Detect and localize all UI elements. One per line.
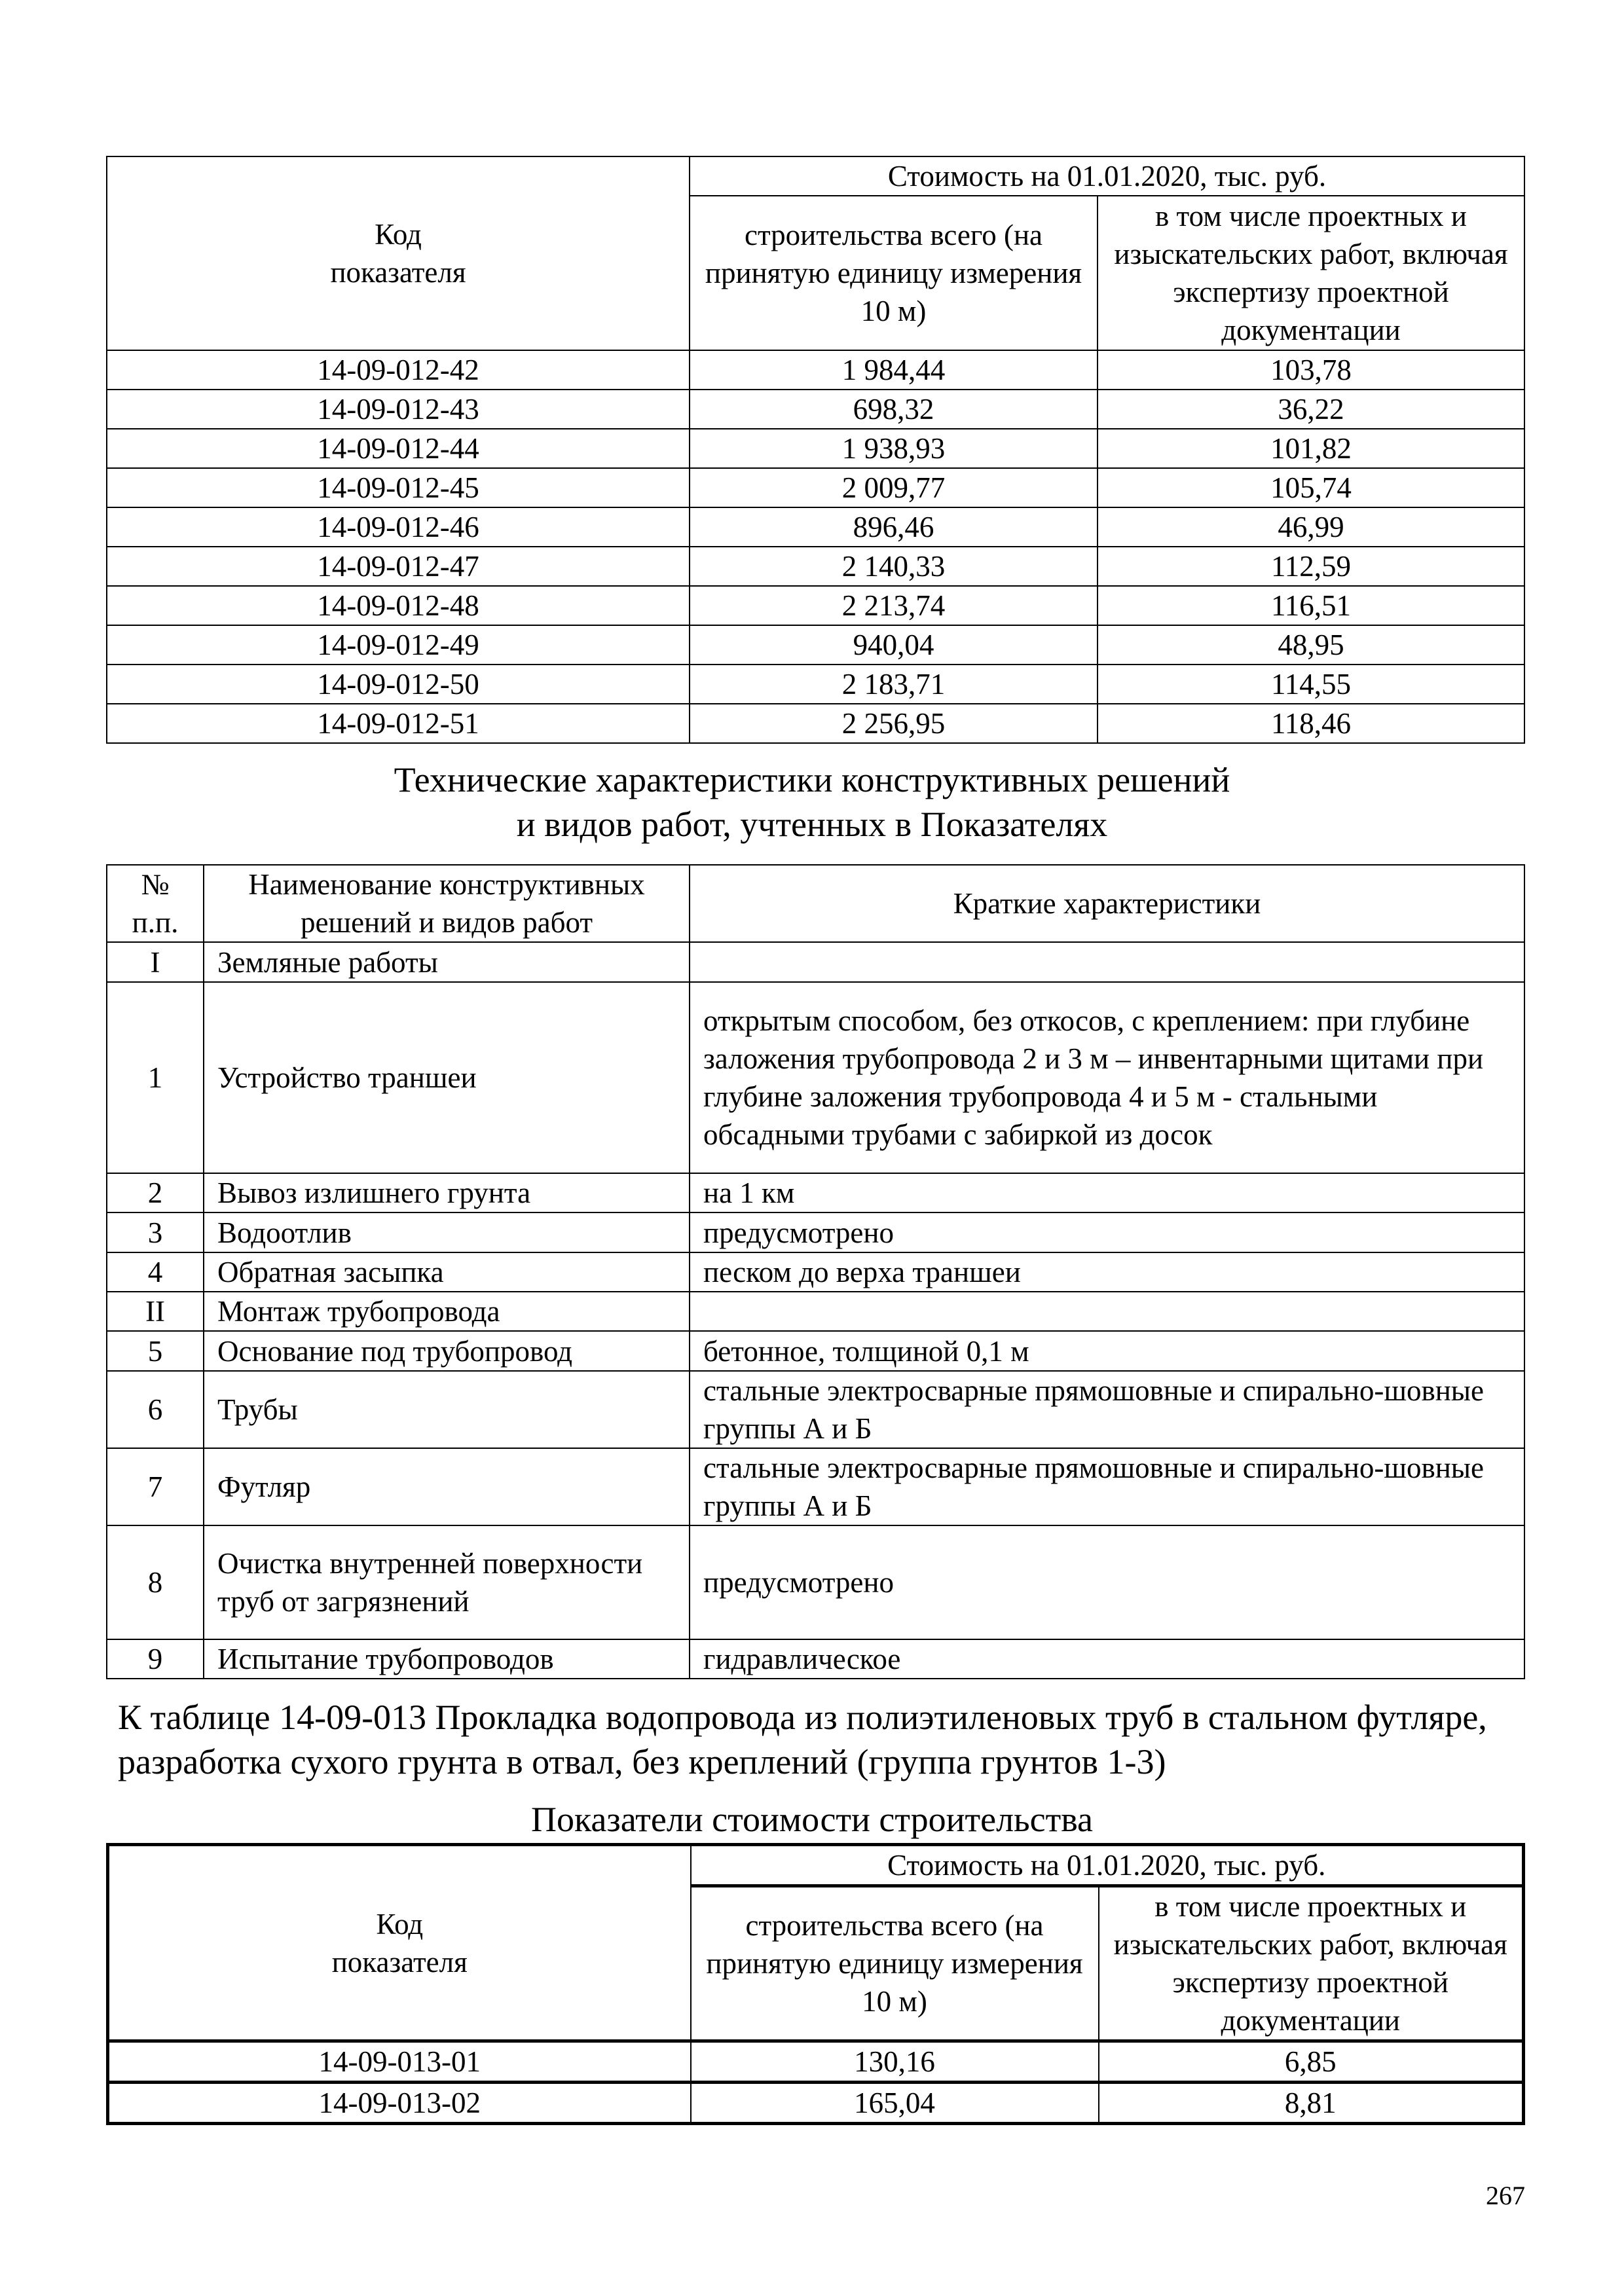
cell-desc: предусмотрено	[690, 1525, 1524, 1639]
cell-num: 1	[107, 982, 204, 1173]
cell-num: II	[107, 1292, 204, 1331]
cell-desc: стальные электросварные прямошовные и спирально-шовные группы А и Б	[690, 1371, 1524, 1448]
cell-desc: стальные электросварные прямошовные и спирально-шовные группы А и Б	[690, 1448, 1524, 1525]
cell-total: 130,16	[691, 2041, 1099, 2083]
table-row	[107, 507, 1524, 547]
cell-desc: бетонное, толщиной 0,1 м	[690, 1331, 1524, 1371]
cell-design: 112,59	[1098, 547, 1524, 586]
cell-num: 4	[107, 1252, 204, 1292]
cell-total: 1 938,93	[690, 429, 1098, 468]
table-row	[107, 1331, 1524, 1371]
cell-design: 118,46	[1098, 704, 1524, 743]
table-row	[107, 1292, 1524, 1331]
cell-desc	[690, 942, 1524, 982]
header-total: строительства всего (на принятую единицу измерения 10 м)	[690, 196, 1098, 350]
cell-code: 14-09-013-01	[108, 2041, 691, 2083]
cell-num: I	[107, 942, 204, 982]
cell-desc: гидравлическое	[690, 1639, 1524, 1679]
cell-num: 7	[107, 1448, 204, 1525]
table-row	[107, 1212, 1524, 1252]
cell-total: 896,46	[690, 507, 1098, 547]
table-row	[107, 1371, 1524, 1448]
cell-code: 14-09-012-42	[107, 350, 690, 390]
header-code: Код показателя	[107, 156, 690, 350]
table-row	[107, 1173, 1524, 1212]
table-row	[107, 1448, 1524, 1525]
table-row	[107, 1525, 1524, 1639]
cell-design: 114,55	[1098, 665, 1524, 704]
header-desc: Краткие характеристики	[690, 865, 1524, 942]
cell-name: Обратная засыпка	[204, 1252, 690, 1292]
section-heading: К таблице 14-09-013 Прокладка водопровода из полиэтиленовых труб в стальном футляре, разработка сухого грунта в отвал, без креплений (группа грунтов 1-3)	[118, 1698, 1487, 1781]
cell-name: Вывоз излишнего грунта	[204, 1173, 690, 1212]
table-row	[107, 982, 1524, 1173]
table-row	[107, 625, 1524, 665]
header-total: строительства всего (на принятую единицу измерения 10 м)	[691, 1886, 1099, 2041]
table-row	[107, 942, 1524, 982]
cell-name: Водоотлив	[204, 1212, 690, 1252]
table-row	[107, 586, 1524, 625]
section-subtitle: Показатели стоимости строительства	[530, 1800, 1093, 1839]
header-design: в том числе проектных и изыскательских работ, включая экспертизу проектной документации	[1098, 196, 1524, 350]
cell-desc: на 1 км	[690, 1173, 1524, 1212]
table-row	[107, 547, 1524, 586]
cell-name: Трубы	[204, 1371, 690, 1448]
cell-code: 14-09-012-43	[107, 390, 690, 429]
cell-num: 5	[107, 1331, 204, 1371]
header-name: Наименование конструктивных решений и видов работ	[204, 865, 690, 942]
cell-num: 6	[107, 1371, 204, 1448]
header-cost-group: Стоимость на 01.01.2020, тыс. руб.	[690, 156, 1524, 196]
cell-design: 48,95	[1098, 625, 1524, 665]
cell-design: 105,74	[1098, 468, 1524, 507]
cell-design: 101,82	[1098, 429, 1524, 468]
cell-name: Устройство траншеи	[204, 982, 690, 1173]
cost-table-14-09-012	[106, 156, 1525, 744]
cell-code: 14-09-012-51	[107, 704, 690, 743]
cell-design: 6,85	[1099, 2041, 1524, 2083]
tech-characteristics-table	[106, 864, 1525, 1679]
cell-total: 165,04	[691, 2083, 1099, 2124]
cell-num: 9	[107, 1639, 204, 1679]
cell-num: 8	[107, 1525, 204, 1639]
cell-name: Очистка внутренней поверхности труб от загрязнений	[204, 1525, 690, 1639]
cell-design: 116,51	[1098, 586, 1524, 625]
cell-name: Земляные работы	[204, 942, 690, 982]
cost-table-14-09-013	[106, 1843, 1525, 2125]
header-cost-group: Стоимость на 01.01.2020, тыс. руб.	[691, 1845, 1524, 1886]
table-row	[107, 1639, 1524, 1679]
header-design: в том числе проектных и изыскательских работ, включая экспертизу проектной документации	[1099, 1886, 1524, 2041]
cell-name: Футляр	[204, 1448, 690, 1525]
table-row	[107, 704, 1524, 743]
cell-total: 698,32	[690, 390, 1098, 429]
table-row	[107, 665, 1524, 704]
cell-name: Монтаж трубопровода	[204, 1292, 690, 1331]
page-number: 267	[1486, 2181, 1525, 2210]
cell-code: 14-09-012-47	[107, 547, 690, 586]
cell-design: 8,81	[1099, 2083, 1524, 2124]
table-row	[107, 390, 1524, 429]
tech-title-line1: Технические характеристики конструктивных решений	[394, 760, 1230, 799]
table-row	[107, 1252, 1524, 1292]
table-row	[107, 350, 1524, 390]
cell-desc: открытым способом, без откосов, с креплением: при глубине заложения трубопровода 2 и 3 м – инвентарными щитами при глубине заложения трубопровода 4 и 5 м - стальными обсадными трубами с забиркой из досок	[690, 982, 1524, 1173]
table-row	[107, 468, 1524, 507]
header-num: № п.п.	[107, 865, 204, 942]
cell-total: 2 183,71	[690, 665, 1098, 704]
cell-code: 14-09-012-48	[107, 586, 690, 625]
cell-code: 14-09-012-46	[107, 507, 690, 547]
table-row	[107, 429, 1524, 468]
cell-desc: предусмотрено	[690, 1212, 1524, 1252]
cell-desc	[690, 1292, 1524, 1331]
cell-num: 2	[107, 1173, 204, 1212]
cell-total: 940,04	[690, 625, 1098, 665]
cell-total: 2 256,95	[690, 704, 1098, 743]
cell-total: 1 984,44	[690, 350, 1098, 390]
cell-code: 14-09-012-44	[107, 429, 690, 468]
cell-total: 2 009,77	[690, 468, 1098, 507]
cell-design: 36,22	[1098, 390, 1524, 429]
cell-total: 2 213,74	[690, 586, 1098, 625]
table-row	[108, 2083, 1524, 2124]
cell-name: Основание под трубопровод	[204, 1331, 690, 1371]
cell-code: 14-09-012-49	[107, 625, 690, 665]
cell-desc: песком до верха траншеи	[690, 1252, 1524, 1292]
table-row	[108, 2041, 1524, 2083]
cell-name: Испытание трубопроводов	[204, 1639, 690, 1679]
cell-code: 14-09-012-50	[107, 665, 690, 704]
cell-design: 103,78	[1098, 350, 1524, 390]
cell-num: 3	[107, 1212, 204, 1252]
cell-code: 14-09-013-02	[108, 2083, 691, 2124]
cell-code: 14-09-012-45	[107, 468, 690, 507]
cell-total: 2 140,33	[690, 547, 1098, 586]
tech-title-line2: и видов работ, учтенных в Показателях	[516, 805, 1108, 844]
cell-design: 46,99	[1098, 507, 1524, 547]
header-code: Код показателя	[108, 1845, 691, 2041]
